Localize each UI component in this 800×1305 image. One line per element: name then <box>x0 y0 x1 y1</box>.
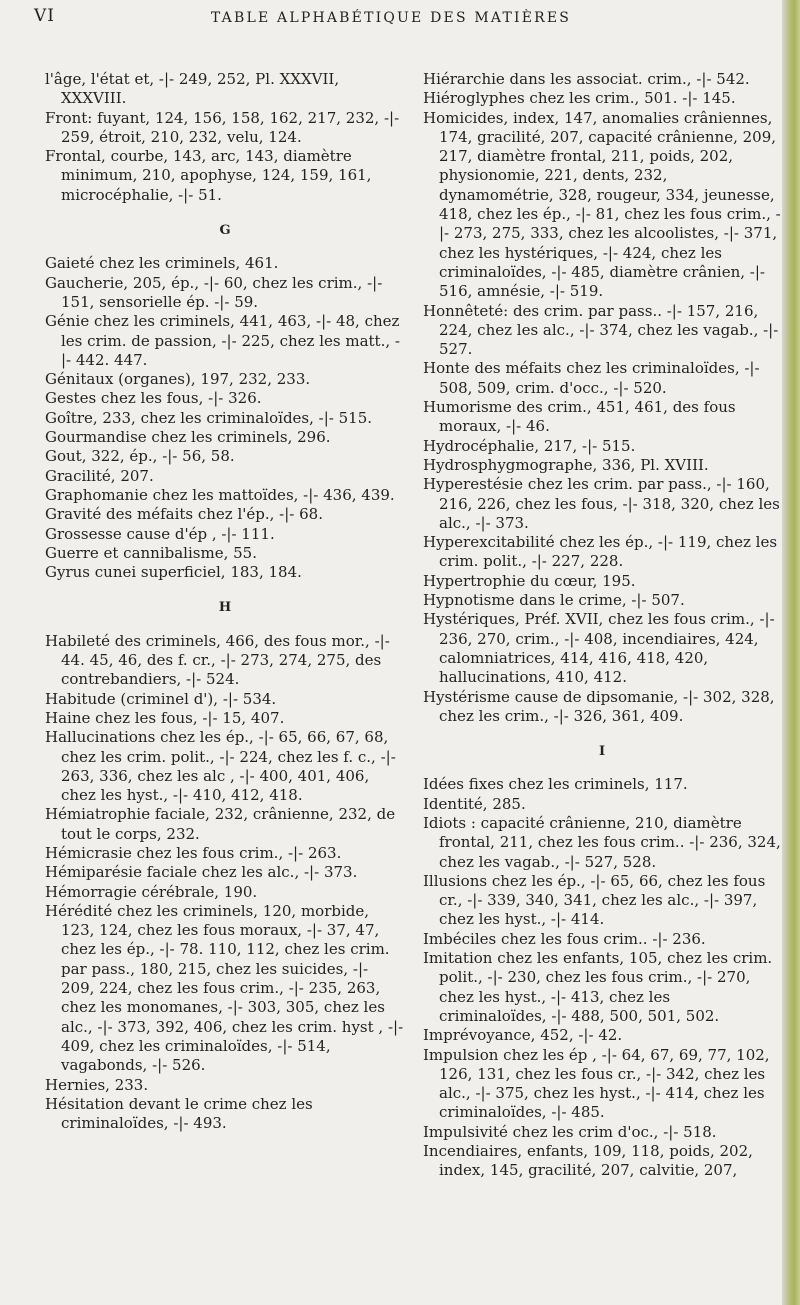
index-entry: Illusions chez les ép., -|- 65, 66, chez les fous cr., -|- 339, 340, 341, chez les alc., -|- 397, chez les hyst., -|- 414. <box>423 871 766 929</box>
index-entry: Honte des méfaits chez les criminaloïdes, -|- 508, 509, crim. d'occ., -|- 520. <box>423 359 760 397</box>
index-entry: Idées fixes chez les criminels, 117. <box>423 775 688 794</box>
index-entry: Gourmandise chez les criminels, 296. <box>45 428 331 447</box>
index-entry: l'âge, l'état et, -|- 249, 252, Pl. XXXVII, XXXVIII. <box>45 70 340 108</box>
index-entry: Gravité des méfaits chez l'ép., -|- 68. <box>45 505 323 524</box>
index-entry: Hémorragie cérébrale, 190. <box>45 882 258 901</box>
index-entry: Hypnotisme dans le crime, -|- 507. <box>423 591 685 610</box>
index-entry: Impulsion chez les ép , -|- 64, 67, 69, 77, 102, 126, 131, chez les fous cr., -|- 342, chez les alc., -|- 375, chez les hyst., -|- 414, chez les criminaloïdes, -|- 485. <box>423 1045 770 1122</box>
index-entry: Hypertrophie du cœur, 195. <box>423 571 636 590</box>
index-entry: Grossesse cause d'ép , -|- 111. <box>45 524 275 543</box>
index-entry: Gracilité, 207. <box>45 466 154 485</box>
index-entry: Hésitation devant le crime chez les criminaloïdes, -|- 493. <box>45 1094 313 1133</box>
index-entry: Imbéciles chez les fous crim.. -|- 236. <box>423 929 706 948</box>
index-entry: Hydrocéphalie, 217, -|- 515. <box>423 436 636 455</box>
index-entry: Hystérisme cause de dipsomanie, -|- 302, 328, chez les crim., -|- 326, 361, 409. <box>423 687 775 725</box>
index-entry: Hydrosphygmographe, 336, Pl. XVIII. <box>423 455 709 474</box>
entries-f <box>45 70 405 205</box>
index-entry: Hérédité chez les criminels, 120, morbide, 123, 124, chez les fous moraux, -|- 37, 47, chez les ép., -|- 78. 110, 112, chez les crim. par pass., 180, 215, chez les suicides, -|- 209, 224, chez les fous crim., -|- 235, 263, chez les monomanes, -|- 303, 305, chez les alc., -|- 373, 392, 406, chez les crim. hyst , -|- 409, chez les criminaloïdes, -|- 514, vagabonds, -|- 526. <box>45 901 404 1075</box>
index-entry: Habileté des criminels, 466, des fous mor., -|- 44. 45, 46, des f. cr., -|- 273, 274, 275, des contrebandiers, -|- 524. <box>45 631 390 689</box>
index-entry: Génie chez les criminels, 441, 463, -|- 48, chez les crim. de passion, -|- 225, chez les matt., -|- 442. 447. <box>45 312 400 369</box>
index-entry: Homicides, index, 147, anomalies crâniennes, 174, gracilité, 207, capacité crânienne, 209, 217, diamètre frontal, 211, poids, 202, physionomie, 221, dents, 232, dynamométrie, 328, rougeur, 334, jeunesse, 418, chez les ép., -|- 81, chez les fous crim., -|- 273, 275, 333, chez les alcoolistes, -|- 371, chez les hystériques, -|- 424, chez les criminaloïdes, -|- 485, diamètre crânien, -|- 516, amnésie, -|- 519. <box>423 108 781 301</box>
index-entry: Gyrus cunei superficiel, 183, 184. <box>45 563 302 582</box>
section-letter-g: G <box>219 223 231 239</box>
index-entry: Hémicrasie chez les fous crim., -|- 263. <box>45 843 342 862</box>
index-entry: Goître, 233, chez les criminaloïdes, -|- 515. <box>45 408 373 427</box>
section-letter-h: H <box>218 600 232 616</box>
index-entry: Hiérarchie dans les associat. crim., -|- 542. <box>423 70 750 88</box>
index-entry: Hiéroglyphes chez les crim., 501. -|- 145. <box>423 89 736 108</box>
section-letter-i: I <box>598 744 606 760</box>
index-entry: Hallucinations chez les ép., -|- 65, 66, 67, 68, chez les crim. polit., -|- 224, chez les f. c., -|- 263, 336, chez les alc , -|- 400, 401, 406, chez les hyst., -|- 410, 412, 418. <box>45 728 396 805</box>
entries-h-continued <box>423 70 781 726</box>
entries-h <box>45 632 405 1134</box>
entries-i <box>423 775 781 1180</box>
index-entry: Graphomanie chez les mattoïdes, -|- 436, 439. <box>45 485 395 504</box>
index-entry: Guerre et cannibalisme, 55. <box>45 543 257 562</box>
index-entry: Hernies, 233. <box>45 1075 149 1094</box>
index-entry: Idiots : capacité crânienne, 210, diamètre frontal, 211, chez les fous crim.. -|- 236, 324, chez les vagab., -|- 527, 528. <box>423 813 781 871</box>
index-entry: Gaieté chez les criminels, 461. <box>45 254 279 273</box>
entries-g <box>45 254 405 582</box>
page-binding-edge <box>782 0 800 1305</box>
index-entry: Hyperexcitabilité chez les ép., -|- 119, chez les crim. polit., -|- 227, 228. <box>423 533 778 571</box>
index-entry: Habitude (criminel d'), -|- 534. <box>45 689 277 708</box>
index-entry: Génitaux (organes), 197, 232, 233. <box>45 370 311 389</box>
running-header: TABLE ALPHABÉTIQUE DES MATIÈRES <box>210 10 572 26</box>
page-number: VI <box>34 6 55 26</box>
index-entry: Hémiatrophie faciale, 232, crânienne, 232, de tout le corps, 232. <box>45 805 396 843</box>
left-column <box>45 70 405 1133</box>
index-entry: Gout, 322, ép., -|- 56, 58. <box>45 447 235 466</box>
index-entry: Incendiaires, enfants, 109, 118, poids, 202, index, 145, gracilité, 207, calvitie, 207, <box>423 1142 753 1180</box>
index-entry: Gaucherie, 205, ép., -|- 60, chez les crim., -|- 151, sensorielle ép. -|- 59. <box>45 273 383 311</box>
index-entry: Front: fuyant, 124, 156, 158, 162, 217, 232, -|- 259, étroit, 210, 232, velu, 124. <box>45 108 400 146</box>
index-entry: Gestes chez les fous, -|- 326. <box>45 389 262 408</box>
index-entry: Frontal, courbe, 143, arc, 143, diamètre minimum, 210, apophyse, 124, 159, 161, microcéphalie, -|- 51. <box>45 147 372 204</box>
index-entry: Imitation chez les enfants, 105, chez les crim. polit., -|- 230, chez les fous crim., -|- 270, chez les hyst., -|- 413, chez les criminaloïdes, -|- 488, 500, 501, 502. <box>423 949 773 1025</box>
right-column <box>423 70 781 1181</box>
index-entry: Impulsivité chez les crim d'oc., -|- 518. <box>423 1122 717 1141</box>
index-entry: Haine chez les fous, -|- 15, 407. <box>45 708 285 727</box>
index-entry: Hyperestésie chez les crim. par pass., -|- 160, 216, 226, chez les fous, -|- 318, 320, chez les alc., -|- 373. <box>423 475 780 532</box>
index-entry: Hémiparésie faciale chez les alc., -|- 373. <box>45 863 358 882</box>
index-entry: Humorisme des crim., 451, 461, des fous moraux, -|- 46. <box>423 398 736 436</box>
index-entry: Honnêteté: des crim. par pass.. -|- 157, 216, 224, chez les alc., -|- 374, chez les vagab., -|- 527. <box>423 301 779 359</box>
index-entry: Imprévoyance, 452, -|- 42. <box>423 1026 623 1045</box>
index-entry: Hystériques, Préf. XVII, chez les fous crim., -|- 236, 270, crim., -|- 408, incendiaires, 424, calomniatrices, 414, 416, 418, 420, hallucinations, 410, 412. <box>423 610 775 687</box>
index-entry: Identité, 285. <box>423 794 526 813</box>
